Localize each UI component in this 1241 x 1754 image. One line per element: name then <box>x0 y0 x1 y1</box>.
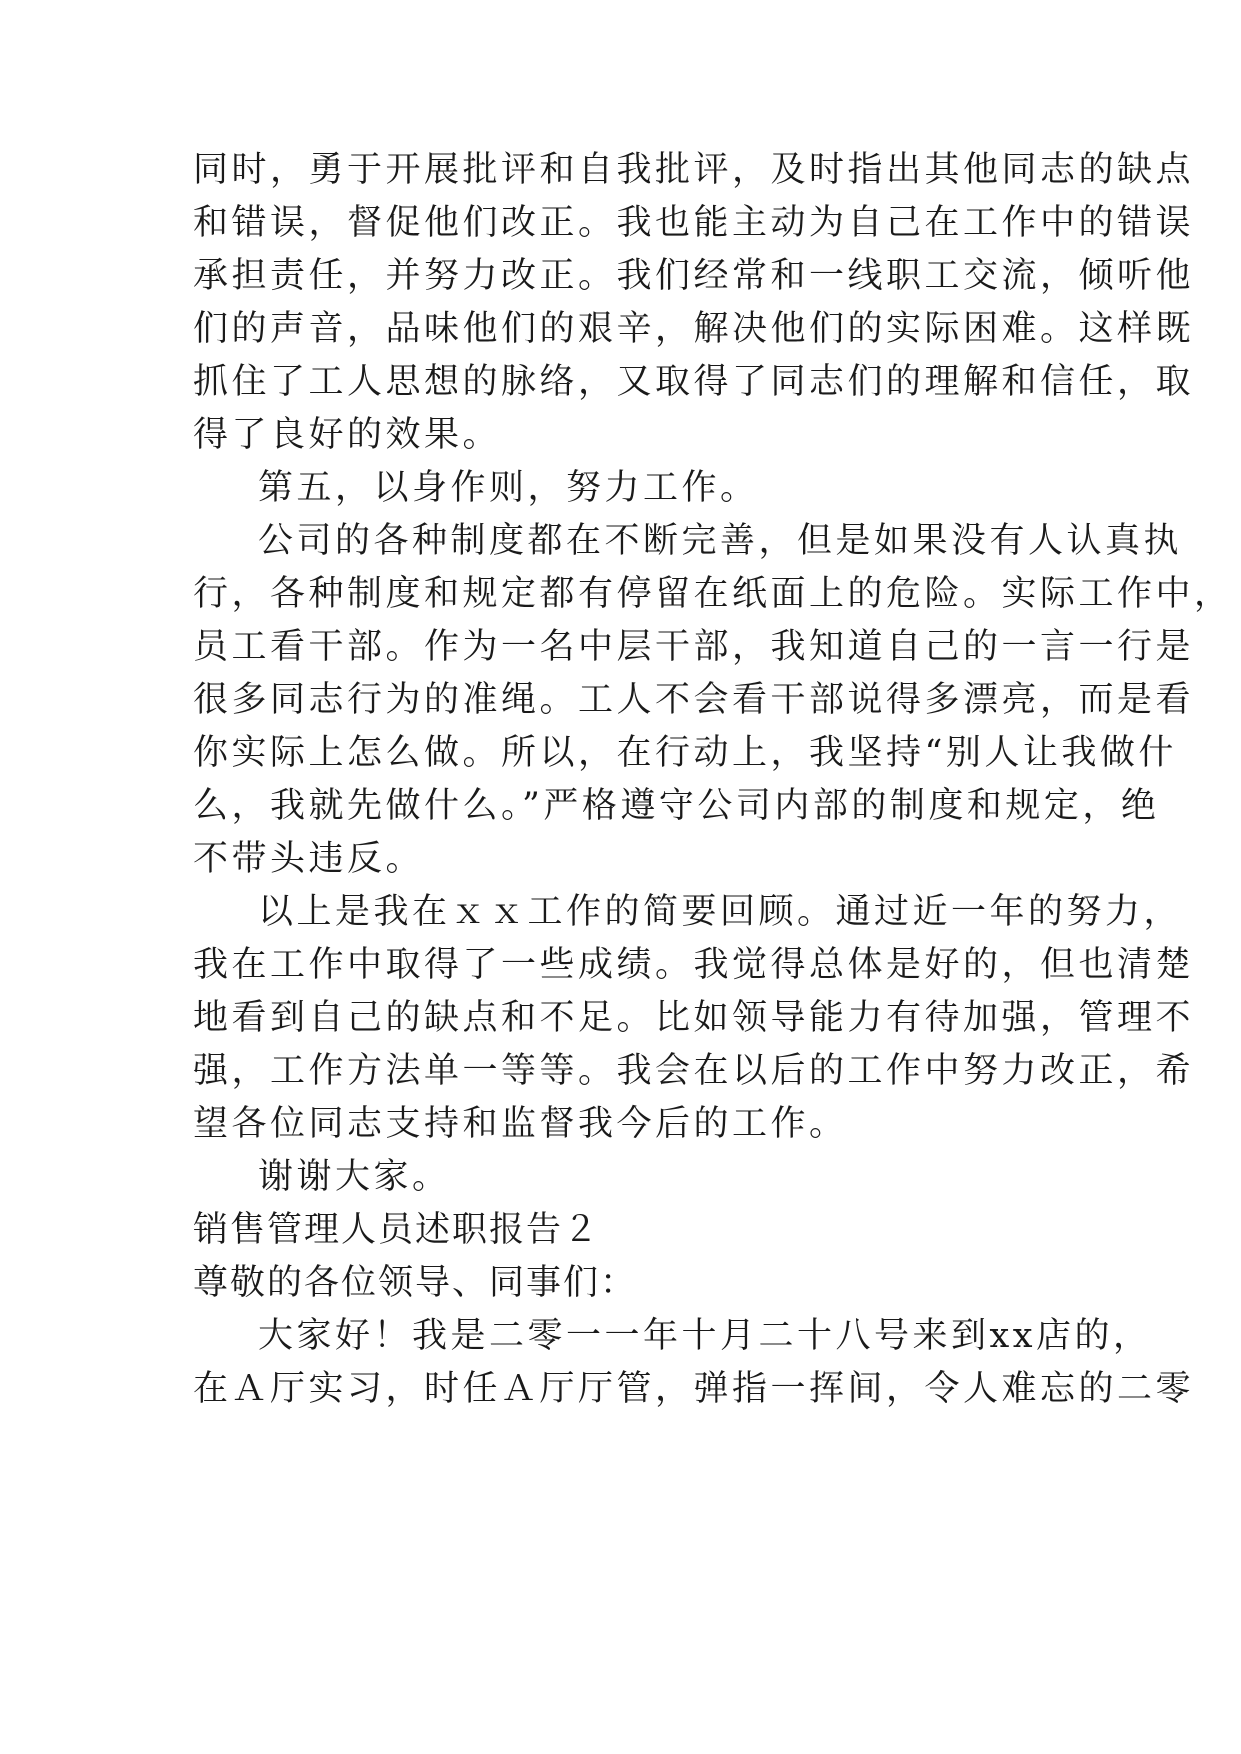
body-line: 和错误，督促他们改正。我也能主动为自己在工作中的错误 <box>193 203 1195 243</box>
body-line: 么，我就先做什么。”严格遵守公司内部的制度和规定，绝 <box>193 786 1160 826</box>
section-heading: 第五，以身作则，努力工作。 <box>258 468 759 508</box>
closing-line: 谢谢大家。 <box>258 1157 451 1197</box>
body-line: 强，工作方法单一等等。我会在以后的工作中努力改正，希 <box>193 1051 1195 1091</box>
body-line: 抓住了工人思想的脉络，又取得了同志们的理解和信任，取 <box>193 362 1195 402</box>
body-line: 我在工作中取得了一些成绩。我觉得总体是好的，但也清楚 <box>193 945 1195 985</box>
salutation: 尊敬的各位领导、同事们： <box>193 1263 638 1303</box>
body-line: 以上是我在ｘｘ工作的简要回顾。通过近一年的努力， <box>258 892 1183 932</box>
body-line: 员工看干部。作为一名中层干部，我知道自己的一言一行是 <box>193 627 1195 667</box>
body-line: 大家好！我是二零一一年十月二十八号来到xx店的， <box>258 1316 1152 1356</box>
body-line: 在Ａ厅实习，时任Ａ厅厅管，弹指一挥间，令人难忘的二零 <box>193 1369 1195 1409</box>
body-line: 很多同志行为的准绳。工人不会看干部说得多漂亮，而是看 <box>193 680 1195 720</box>
document-title: 销售管理人员述职报告２ <box>193 1210 601 1250</box>
body-line: 你实际上怎么做。所以，在行动上，我坚持“别人让我做什 <box>193 733 1177 773</box>
body-line: 望各位同志支持和监督我今后的工作。 <box>193 1104 848 1144</box>
body-line: 不带头违反。 <box>193 839 425 879</box>
body-line: 同时，勇于开展批评和自我批评，及时指出其他同志的缺点 <box>193 150 1195 190</box>
body-line: 得了良好的效果。 <box>193 415 502 455</box>
body-line: 地看到自己的缺点和不足。比如领导能力有待加强，管理不 <box>193 998 1195 1038</box>
body-line: 公司的各种制度都在不断完善，但是如果没有人认真执 <box>258 521 1183 561</box>
body-line: 们的声音，品味他们的艰辛，解决他们的实际困难。这样既 <box>193 309 1195 349</box>
body-line: 承担责任，并努力改正。我们经常和一线职工交流，倾听他 <box>193 256 1195 296</box>
body-line: 行，各种制度和规定都有停留在纸面上的危险。实际工作中， <box>193 574 1233 614</box>
